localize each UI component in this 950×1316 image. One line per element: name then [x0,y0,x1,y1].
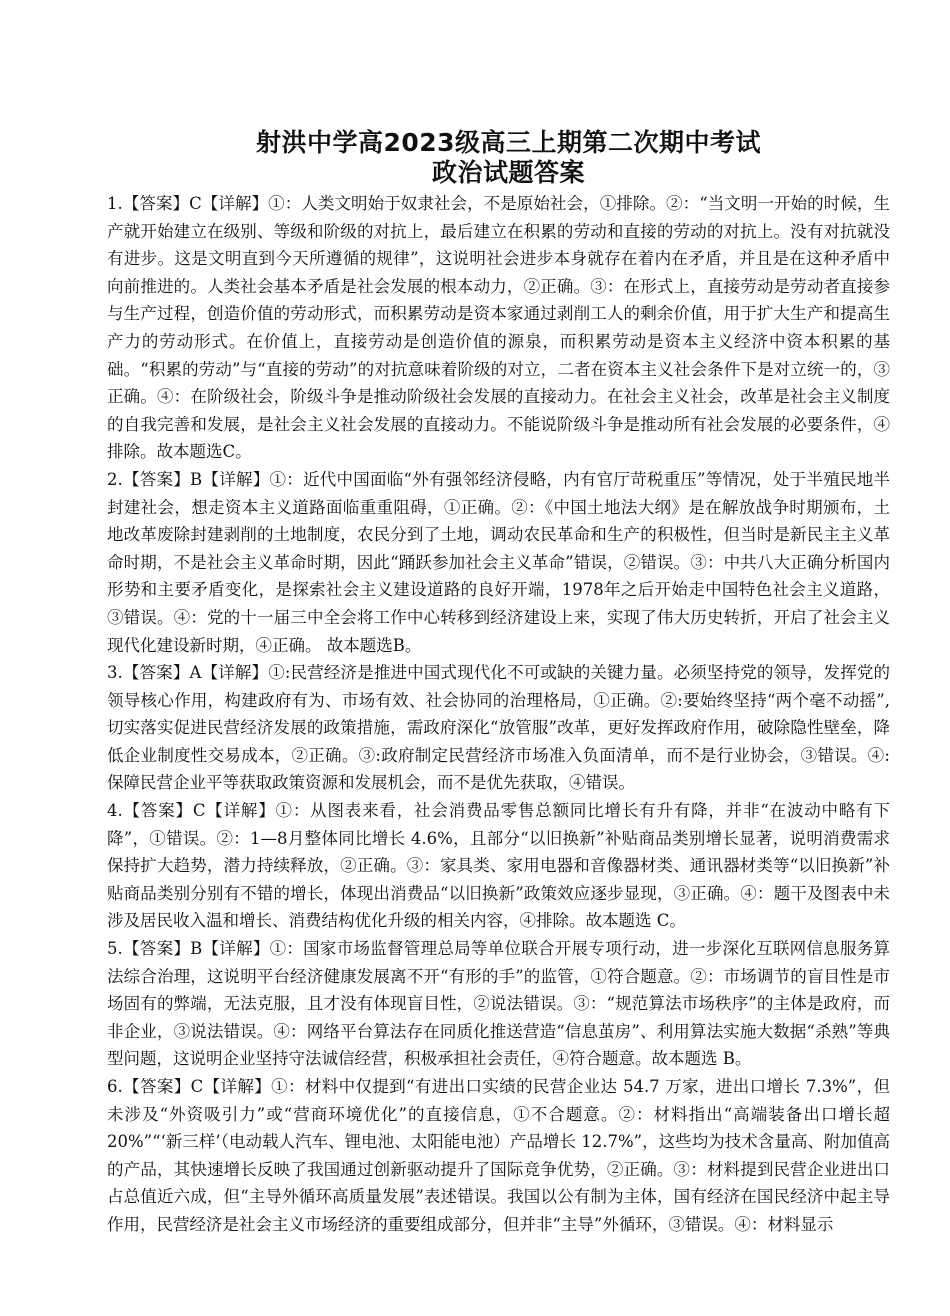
answer-item-6: 6.【答案】C【详解】①：材料中仅提到“有进出口实绩的民营企业达 54.7 万家，进出口增长 7.3%”，但未涉及“外资吸引力”或“营商环境优化”的直接信息，①不合题意。②：材料指出“高端装备出口增长超 20%”“‘新三样’（电动载人汽车、锂电池、太阳能电池）产品增长 12.7%”，这些均为技术含量高、附加值高的产品，其快速增长反映了我国通过创新驱动提升了国际竞争优势，②正确。③：材料提到民营企业进出口占总值近六成，但“主导外循环高质量发展”表述错误。我国以公有制为主体，国有经济在国民经济中起主导作用，民营经济是社会主义市场经济的重要组成部分，但并非“主导”外循环，③错误。④：材料显示 [107,1077,890,1234]
exam-title: 射洪中学高2023级高三上期第二次期中考试 [255,128,762,157]
title-block [107,128,890,188]
exam-subtitle: 政治试题答案 [431,158,585,187]
answer-item-2: 2.【答案】B【详解】①：近代中国面临“外有强邻经济侵略，内有官厅苛税重压”等情况，处于半殖民地半封建社会，想走资本主义道路面临重重阻碍，①正确。②：《中国土地法大纲》是在解放战争时期颁布，土地改革废除封建剥削的土地制度，农民分到了土地，调动农民革命和生产的积极性，但当时是新民主主义革命时期，不是社会主义革命时期，因此“踊跃参加社会主义革命”错误，②错误。③：中共八大正确分析国内形势和主要矛盾变化，是探索社会主义建设道路的良好开端，1978年之后开始走中国特色社会主义道路，③错误。④：党的十一届三中全会将工作中心转移到经济建设上来，实现了伟大历史转折，开启了社会主义现代化建设新时期，④正确。 故本题选B。 [107,469,890,655]
answer-item-1: 1.【答案】C【详解】①：人类文明始于奴隶社会，不是原始社会，①排除。②：“当文明一开始的时候，生产就开始建立在级别、等级和阶级的对抗上，最后建立在积累的劳动和直接的劳动的对抗上。没有对抗就没有进步。这是文明直到今天所遵循的规律”，这说明社会进步本身就存在着内在矛盾，并且是在这种矛盾中向前推进的。人类社会基本矛盾是社会发展的根本动力，②正确。③：在形式上，直接劳动是劳动者直接参与生产过程，创造价值的劳动形式，而积累劳动是资本家通过剥削工人的剩余价值，用于扩大生产和提高生产力的劳动形式。在价值上，直接劳动是创造价值的源泉，而积累劳动是资本主义经济中资本积累的基础。“积累的劳动”与“直接的劳动”的对抗意味着阶级的对立，二者在资本主义社会条件下是对立统一的，③正确。④：在阶级社会，阶级斗争是推动阶级社会发展的直接动力。在社会主义社会，改革是社会主义制度的自我完善和发展，是社会主义社会发展的直接动力。不能说阶级斗争是推动所有社会发展的必要条件，④排除。故本题选C。 [107,194,890,462]
answer-item-4: 4.【答案】C【详解】①：从图表来看，社会消费品零售总额同比增长有升有降，并非“在波动中略有下降”，①错误。②：1—8月整体同比增长 4.6%，且部分“以旧换新”补贴商品类别增长显著，说明消费需求保持扩大趋势，潜力持续释放，②正确。③：家具类、家用电器和音像器材类、通讯器材类等“以旧换新”补贴商品类别分别有不错的增长，体现出消费品“以旧换新”政策效应逐步显现，③正确。④：题干及图表中未涉及居民收入温和增长、消费结构优化升级的相关内容，④排除。故本题选 C。 [107,801,890,931]
answer-item-3: 3.【答案】A【详解】①:民营经济是推进中国式现代化不可或缺的关键力量。必须坚持党的领导，发挥党的领导核心作用，构建政府有为、市场有效、社会协同的治理格局，①正确。②:要始终坚持“两个毫不动摇”,切实落实促进民营经济发展的政策措施，需政府深化“放管服”改革，更好发挥政府作用，破除隐性壁垒，降低企业制度性交易成本，②正确。③:政府制定民营经济市场准入负面清单，而不是行业协会，③错误。④:保障民营企业平等获取政策资源和发展机会，而不是优先获取，④错误。 [107,663,890,793]
answer-list [107,190,890,1239]
answer-item-5: 5.【答案】B【详解】①：国家市场监督管理总局等单位联合开展专项行动，进一步深化互联网信息服务算法综合治理，这说明平台经济健康发展离不开“有形的手”的监管，①符合题意。②：市场调节的盲目性是市场固有的弊端，无法克服，且才没有体现盲目性，②说法错误。③：“规范算法市场秩序”的主体是政府，而非企业，③说法错误。④：网络平台算法存在同质化推送营造“信息茧房”、利用算法实施大数据“杀熟”等典型问题，这说明企业坚持守法诚信经营，积极承担社会责任，④符合题意。故本题选 B。 [107,939,890,1069]
